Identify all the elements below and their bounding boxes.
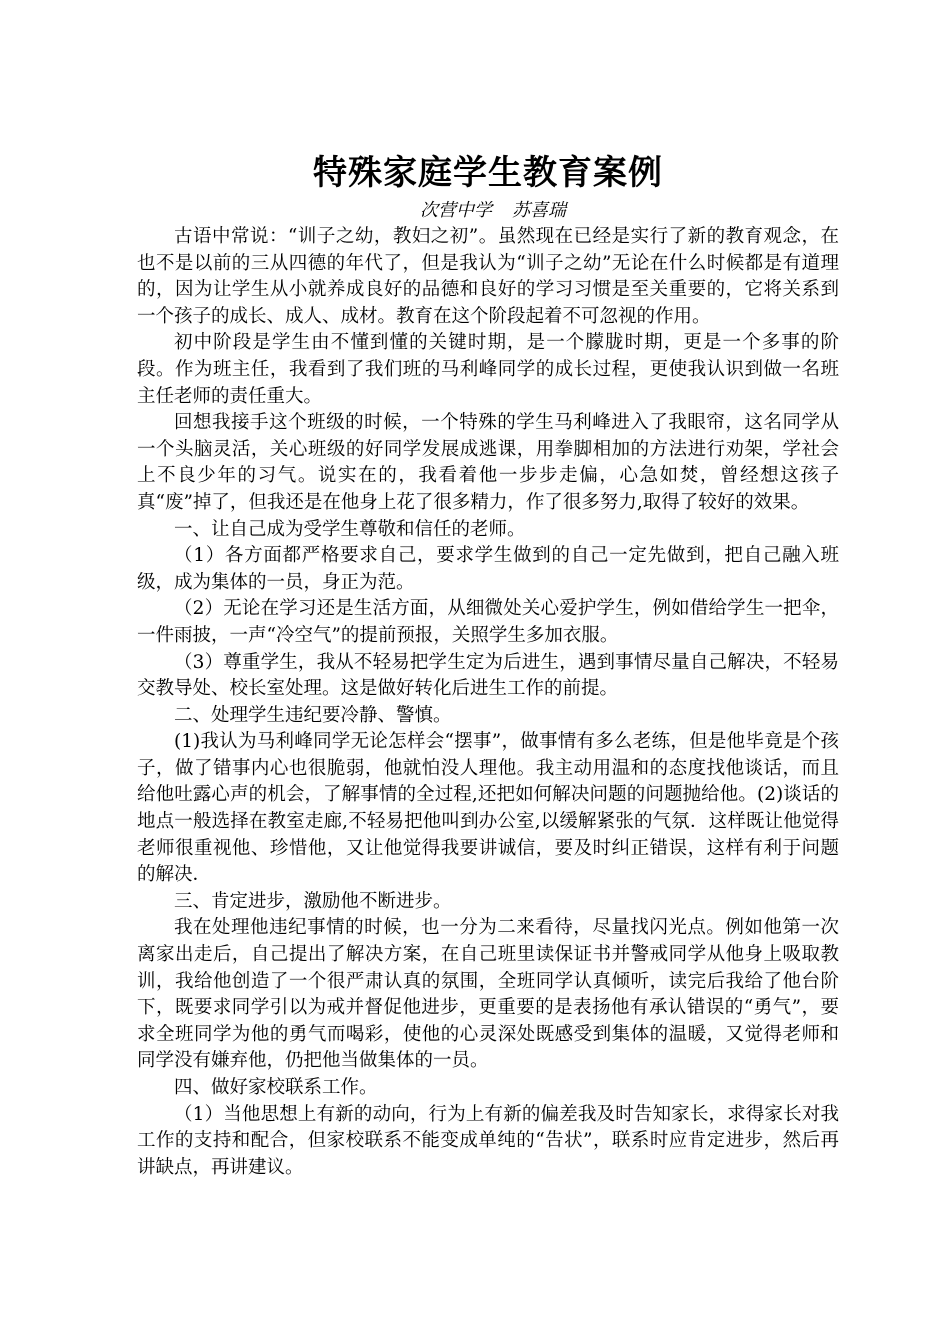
section-heading: 一、让自己成为受学生尊敬和信任的老师。 bbox=[174, 518, 526, 540]
section-heading: 二、处理学生违纪要冷静、警慎。 bbox=[174, 704, 452, 726]
paragraph: 我在处理他违纪事情的时候，也一分为二来看待，尽量找闪光点。例如他第一次离家出走后，自己提出了解决方案，在自己班里读保证书并警戒同学从他身上吸取教训，我给他创造了一个很严肃认真的氛围，全班同学认真倾听，读完后我给了他台阶下，既要求同学引以为戒并督促他进步，更重要的是表扬他有承认错误的“勇气”，要求全班同学为他的勇气而喝彩，使他的心灵深处既感受到集体的温暖，又觉得老师和同学没有嫌弃他，仍把他当做集体的一员。 bbox=[137, 917, 839, 1072]
byline-author: 苏喜瑞 bbox=[512, 200, 566, 221]
paragraph: 古语中常说：“训子之幼，教妇之初”。虽然现在已经是实行了新的教育观念，在也不是以前的三从四德的年代了，但是我认为“训子之幼”无论在什么时候都是有道理的，因为让学生从小就养成良好的品德和良好的学习习惯是至关重要的，它将关系到一个孩子的成长、成人、成材。教育在这个阶段起着不可忽视的作用。 bbox=[137, 226, 839, 327]
document-title: 特殊家庭学生教育案例 bbox=[313, 153, 663, 193]
paragraph: 初中阶段是学生由不懂到懂的关键时期，是一个朦胧时期，更是一个多事的阶段。作为班主任，我看到了我们班的马利峰同学的成长过程，更使我认识到做一名班主任老师的责任重大。 bbox=[137, 332, 839, 407]
paragraph: （3）尊重学生，我从不轻易把学生定为后进生，遇到事情尽量自己解决，不轻易交教导处、校长室处理。这是做好转化后进生工作的前提。 bbox=[137, 651, 839, 700]
paragraph: (1)我认为马利峰同学无论怎样会“摆事”，做事情有多么老练，但是他毕竟是个孩子，做了错事内心也很脆弱，他就怕没人理他。我主动用温和的态度找他谈话，而且给他吐露心声的机会，了解事情的全过程,还把如何解决问题的问题抛给他。(2)谈话的地点一般选择在教室走廊,不轻易把他叫到办公室,以缓解紧张的气氛．这样既让他觉得老师很重视他、珍惜他，又让他觉得我要讲诚信，要及时纠正错误，这样有利于问题的解决． bbox=[137, 731, 839, 886]
paragraph: （1）各方面都严格要求自己，要求学生做到的自己一定先做到，把自己融入班级，成为集体的一员，身正为范。 bbox=[137, 545, 839, 593]
paragraph: 回想我接手这个班级的时候，一个特殊的学生马利峰进入了我眼帘，这名同学从一个头脑灵活，关心班级的好同学发展成逃课，用拳脚相加的方法进行劝架，学社会上不良少年的习气。说实在的，我看着他一步步走偏，心急如焚，曾经想这孩子真“废”掉了，但我还是在他身上花了很多精力，作了很多努力,取得了较好的效果。 bbox=[137, 412, 839, 513]
section-heading: 四、做好家校联系工作。 bbox=[174, 1077, 378, 1098]
section-heading: 三、肯定进步，激励他不断进步。 bbox=[174, 890, 452, 912]
document-page bbox=[137, 148, 839, 1181]
byline-school: 次营中学 bbox=[420, 200, 492, 221]
document-byline bbox=[137, 198, 839, 224]
paragraph: （2）无论在学习还是生活方面，从细微处关心爱护学生，例如借给学生一把伞，一件雨披，一声“冷空气”的提前预报，关照学生多加衣服。 bbox=[137, 598, 839, 646]
paragraph: （1）当他思想上有新的动向，行为上有新的偏差我及时告知家长，求得家长对我工作的支持和配合，但家校联系不能变成单纯的“告状”，联系时应肯定进步，然后再讲缺点，再讲建议。 bbox=[137, 1103, 839, 1178]
document-body bbox=[137, 224, 839, 1181]
